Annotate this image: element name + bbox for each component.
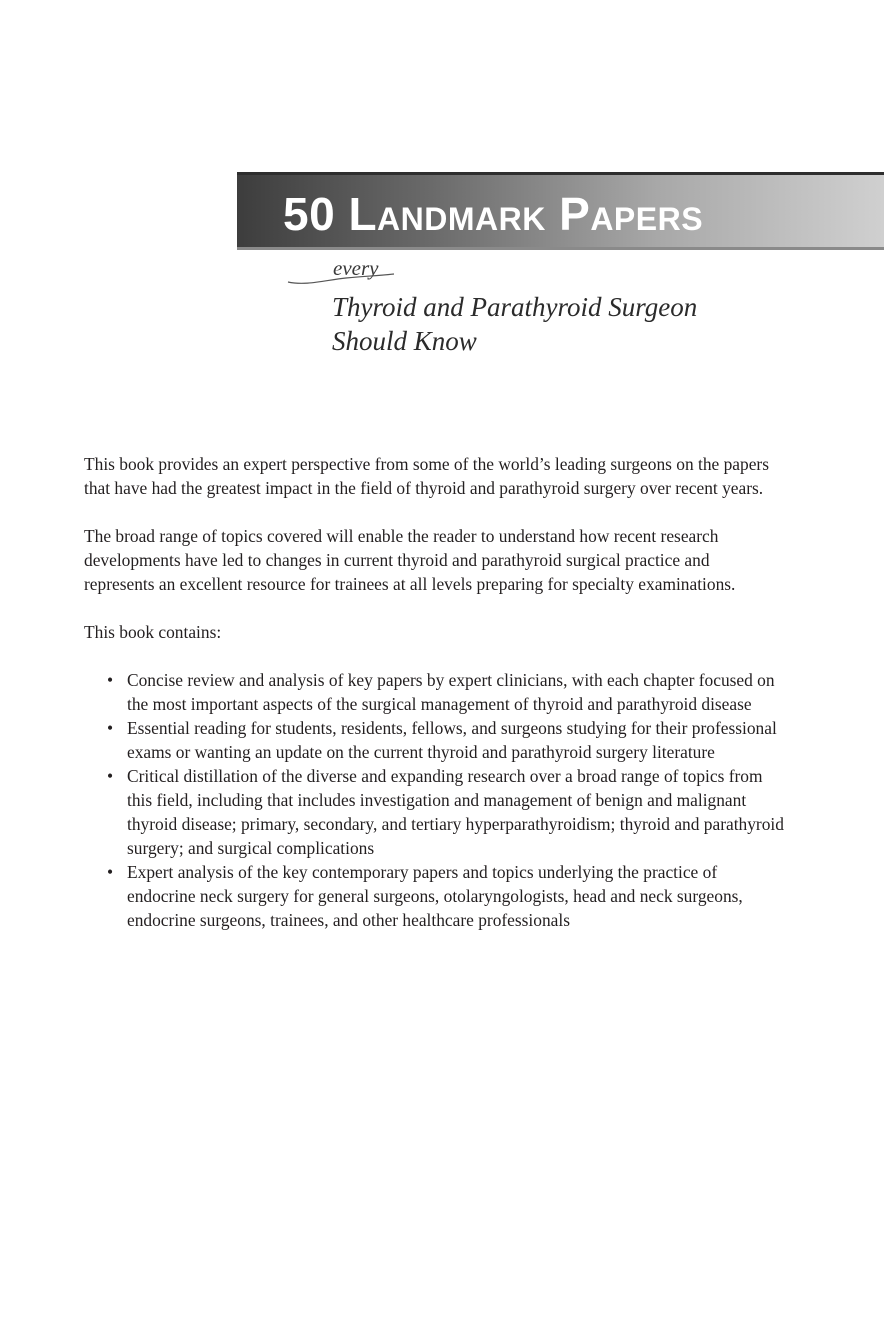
subtitle-line-1: Thyroid and Parathyroid Surgeon	[332, 292, 698, 322]
contents-list	[84, 668, 784, 932]
list-item: • Concise review and analysis of key papers by expert clinicians, with each chapter focused on the most important aspects of the surgical management of thyroid and parathyroid disease	[127, 668, 784, 716]
book-description	[84, 452, 784, 932]
every-label: every	[333, 256, 379, 280]
book-subtitle	[332, 290, 697, 358]
description-paragraph-2: The broad range of topics covered will enable the reader to understand how recent research developments have led to changes in current thyroid and parathyroid surgical practice and represents an excellent resource for trainees at all levels preparing for specialty examinations.	[84, 526, 736, 594]
description-paragraph-1: This book provides an expert perspective from some of the world’s leading surgeons on the papers that have had the greatest impact in the field of thyroid and parathyroid surgery over recent years.	[84, 454, 769, 498]
list-item: • Essential reading for students, residents, fellows, and surgeons studying for their professional exams or wanting an update on the current thyroid and parathyroid surgery literature	[127, 716, 784, 764]
list-item: • Expert analysis of the key contemporary papers and topics underlying the practice of endocrine neck surgery for general surgeons, otolaryngologists, head and neck surgeons, endocrine surgeons, trainees, and other healthcare professionals	[127, 860, 784, 932]
subtitle-line-2: Should Know	[332, 326, 477, 356]
list-item: • Critical distillation of the diverse and expanding research over a broad range of topics from this field, including that includes investigation and management of benign and malignant thyroid disease; primary, secondary, and tertiary hyperparathyroidism; thyroid and parathyroid surgery; and surgical complications	[127, 764, 784, 860]
book-title: 50 Landmark Papers	[283, 188, 704, 240]
contains-intro: This book contains:	[84, 622, 222, 642]
title-banner	[237, 172, 884, 250]
